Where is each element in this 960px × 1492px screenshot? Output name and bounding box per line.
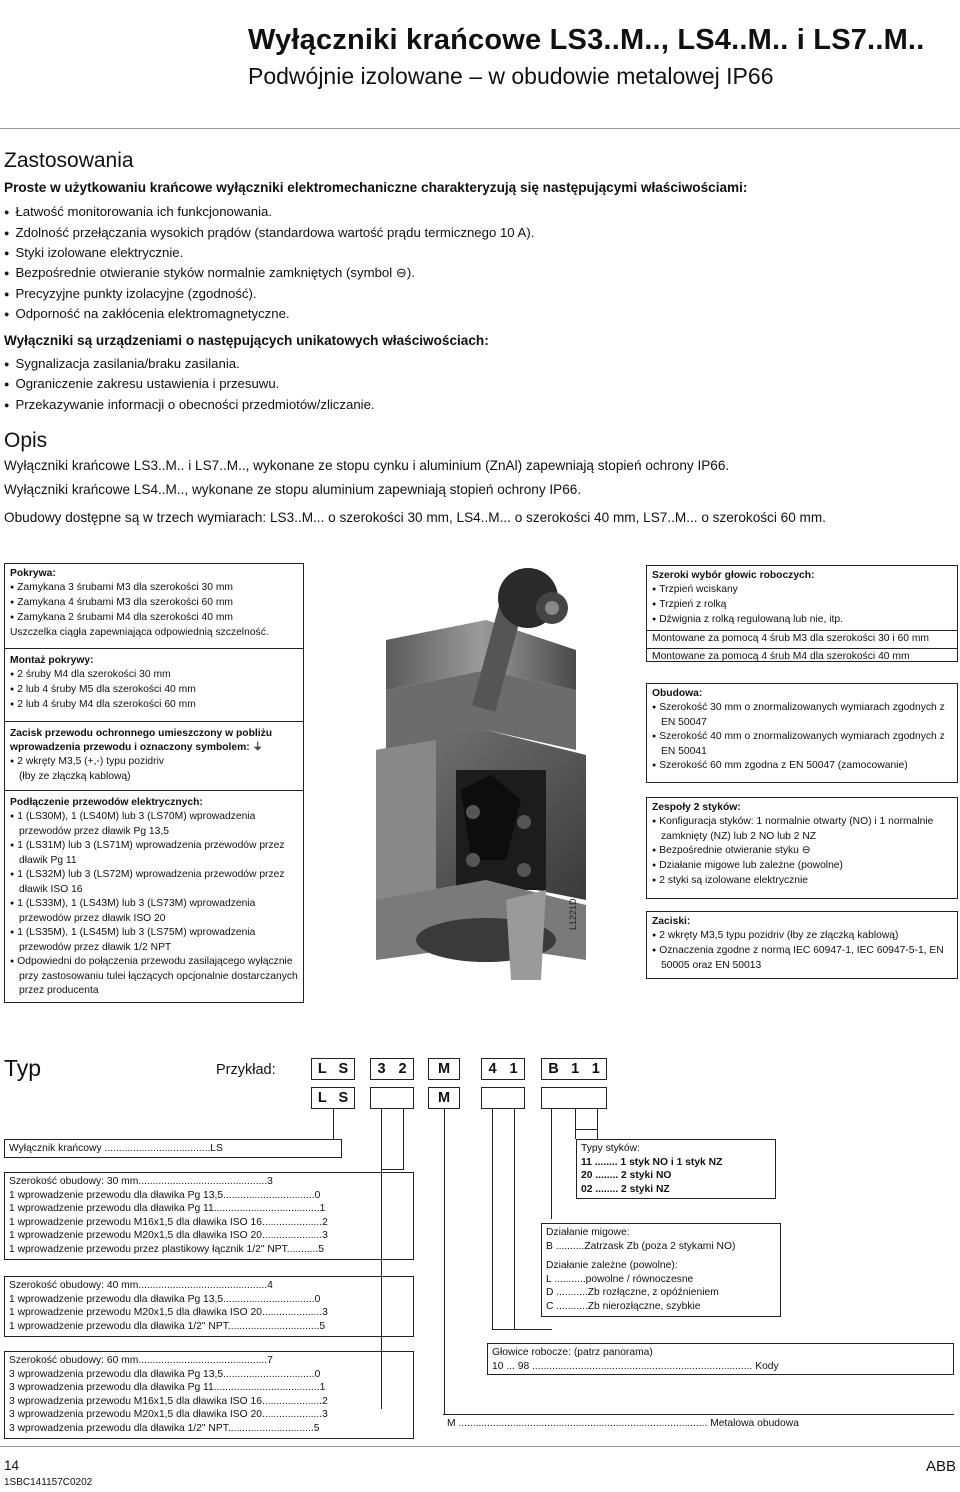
typ-line: Działanie migowe: — [546, 1227, 630, 1238]
box-note: Montowane za pomocą 4 śrub M4 dla szerokości 40 mm — [652, 651, 910, 662]
typ-line: Szerokość obudowy: 60 mm.............................................7 — [9, 1355, 273, 1366]
right-box-obudowa — [646, 683, 958, 783]
typ-box-w60 — [4, 1351, 414, 1439]
box-note: Montowane za pomocą 4 śrub M3 dla szerokości 30 i 60 mm — [652, 633, 930, 644]
connector-line — [333, 1109, 334, 1139]
page-title: Wyłączniki krańcowe LS3..M.., LS4..M.. i LS7..M.. — [248, 24, 925, 56]
list-item: ● 2 lub 4 śruby M4 dla szerokości 60 mm — [10, 698, 298, 713]
list-item: ● Oznaczenia zgodne z normą IEC 60947-1, IEC 60947-5-1, EN 50005 oraz EN 50013 — [652, 944, 952, 973]
typ-line: B ..........Zatrzask Zb (poza 2 stykami NO) — [546, 1240, 736, 1252]
box-heading: Pokrywa: — [10, 568, 56, 579]
connector-line — [575, 1109, 576, 1139]
header-divider — [0, 128, 960, 129]
list-item: ● Ograniczenie zakresu ustawienia i przesuwu. — [4, 376, 279, 391]
right-box-zaciski — [646, 911, 958, 979]
list-item: ● Precyzyjne punkty izolacyjne (zgodność). — [4, 286, 257, 301]
list-item: ● Zdolność przełączania wysokich prądów (standardowa wartość prądu termicznego 10 A). — [4, 225, 534, 240]
typ-line: 1 wprowadzenie przewodu dla dławika Pg 11.....................................1 — [9, 1203, 326, 1215]
type-code-cell: L S — [311, 1087, 355, 1109]
box-heading: Obudowa: — [652, 688, 703, 699]
connector-line — [403, 1109, 404, 1170]
section-heading-zastosowania: Zastosowania — [4, 149, 134, 172]
opis-line: Wyłączniki krańcowe LS3..M.. i LS7..M.., wykonane ze stopu cynku i aluminium (ZnAl) zapewniają stopień ochrony IP66. — [4, 458, 730, 473]
typ-line: 3 wprowadzenia przewodu M20x1,5 dla dławika ISO 20.....................3 — [9, 1409, 328, 1421]
typ-line: C ...........Zb nierozłączne, szybkie — [546, 1300, 701, 1312]
connector-line — [381, 1169, 404, 1170]
type-code-cell — [541, 1087, 607, 1109]
connector-line — [381, 1109, 382, 1170]
typ-box-metalowa — [443, 1414, 954, 1435]
typ-line: Wyłącznik krańcowy .....................................LS — [9, 1143, 223, 1154]
list-item: ● Bezpośrednie otwieranie styku ⊖ — [652, 844, 952, 859]
right-box-zespoly — [646, 797, 958, 899]
brand: ABB — [925, 1458, 956, 1475]
left-spec-box — [4, 563, 304, 1003]
connector-line — [551, 1109, 552, 1219]
typ-line: Typy styków: — [581, 1143, 640, 1154]
typ-line: 1 wprowadzenie przewodu przez plastikowy łącznik 1/2" NPT...........5 — [9, 1243, 324, 1255]
typ-line: 3 wprowadzenia przewodu dla dławika 1/2" NPT..............................5 — [9, 1422, 320, 1434]
right-box-glowice — [646, 565, 958, 662]
typ-line: D ...........Zb rozłączne, z opóźnieniem — [546, 1287, 719, 1299]
typ-box-dzialanie — [541, 1223, 781, 1317]
list-item: ● 2 śruby M4 dla szerokości 30 mm — [10, 668, 298, 683]
typ-line: Działanie zależne (powolne): — [546, 1260, 678, 1272]
typ-box-wylacznik — [4, 1139, 342, 1158]
typ-line: 1 wprowadzenie przewodu dla dławika 1/2" NPT................................5 — [9, 1320, 326, 1332]
typ-box-w30 — [4, 1172, 414, 1260]
list-item: ● 2 wkręty M3,5 typu pozidriv (łby ze złączką kablową) — [652, 929, 952, 944]
typ-line: 02 ........ 2 styki NZ — [581, 1183, 670, 1195]
typ-line: 10 ... 98 ............................................................................. Kody — [492, 1360, 779, 1372]
connector-line — [575, 1129, 598, 1130]
typ-line: 3 wprowadzenia przewodu dla dławika Pg 13,5................................0 — [9, 1368, 321, 1380]
list-item: ● 2 wkręty M3,5 (+,-) typu pozidriv — [10, 755, 298, 770]
list-item: ● Szerokość 60 mm zgodna z EN 50047 (zamocowanie) — [652, 759, 952, 774]
typ-line: 1 wprowadzenie przewodu M16x1,5 dla dławika ISO 16.....................2 — [9, 1216, 328, 1228]
list-item: ● Odporność na zakłócenia elektromagnetyczne. — [4, 306, 290, 321]
list-item: ● 1 (LS31M) lub 3 (LS71M) wprowadzenia przewodów przez dławik Pg 11 — [10, 839, 298, 868]
type-code-cell: M — [428, 1058, 460, 1080]
box-heading: Montaż pokrywy: — [10, 655, 94, 666]
typ-line: 3 wprowadzenia przewodu dla dławika Pg 11.....................................1 — [9, 1382, 326, 1394]
example-label: Przykład: — [216, 1062, 276, 1078]
list-item: ● Trzpień z rolką — [652, 598, 952, 613]
typ-line: 1 wprowadzenie przewodu dla dławika Pg 13,5................................0 — [9, 1189, 321, 1201]
typ-line: 11 ........ 1 styk NO i 1 styk NZ — [581, 1156, 723, 1168]
list-item: ● Odpowiedni do połączenia przewodu zasilającego wyłącznie przy zastosowaniu tulei łączących opcjonalnie dostarczanych przez producenta — [10, 955, 298, 998]
type-code-cell: 4 1 — [481, 1058, 525, 1080]
typ-line: Szerokość obudowy: 30 mm.............................................3 — [9, 1176, 273, 1187]
list-item: ● 1 (LS35M), 1 (LS45M) lub 3 (LS75M) wprowadzenia przewodów przez dławik 1/2 NPT — [10, 926, 298, 955]
typ-line: Szerokość obudowy: 40 mm.............................................4 — [9, 1280, 273, 1291]
list-item: ● Łatwość monitorowania ich funkcjonowania. — [4, 204, 272, 219]
typ-line: 1 wprowadzenie przewodu M20x1,5 dla dławika ISO 20.....................3 — [9, 1307, 328, 1319]
list-item: ● 1 (LS33M), 1 (LS43M) lub 3 (LS73M) wprowadzenia przewodów przez dławik ISO 20 — [10, 897, 298, 926]
list-item: ● Szerokość 30 mm o znormalizowanych wymiarach zgodnych z EN 50047 — [652, 701, 952, 730]
typ-line: 20 ........ 2 styki NO — [581, 1170, 672, 1182]
box-heading: Szeroki wybór głowic roboczych: — [652, 570, 815, 581]
typ-box-glowice — [487, 1343, 954, 1375]
list-item: ● Przekazywanie informacji o obecności przedmiotów/zliczanie. — [4, 397, 375, 412]
list-item: ● Styki izolowane elektrycznie. — [4, 245, 183, 260]
type-code-cell: M — [428, 1087, 460, 1109]
list-item: ● 2 styki są izolowane elektrycznie — [652, 874, 952, 889]
typ-line: Głowice robocze: (patrz panorama) — [492, 1347, 653, 1358]
page-subtitle: Podwójnie izolowane – w obudowie metalowej IP66 — [248, 63, 774, 89]
typ-box-typy-stykow — [576, 1139, 776, 1199]
zastosowania-intro2: Wyłączniki są urządzeniami o następujących unikatowych właściwościach: — [4, 333, 489, 348]
list-item: ● Zamykana 3 śrubami M3 dla szerokości 30 mm — [10, 581, 298, 596]
typ-box-w40 — [4, 1276, 414, 1337]
connector-line — [492, 1109, 493, 1329]
section-heading-opis: Opis — [4, 429, 48, 452]
list-item: ● 2 lub 4 śruby M5 dla szerokości 40 mm — [10, 683, 298, 698]
list-item: ● Szerokość 40 mm o znormalizowanych wymiarach zgodnych z EN 50041 — [652, 730, 952, 759]
typ-line: 3 wprowadzenia przewodu M16x1,5 dla dławika ISO 16.....................2 — [9, 1395, 328, 1407]
image-code: L1221D — [568, 898, 578, 930]
typ-line: 1 wprowadzenie przewodu dla dławika Pg 13,5................................0 — [9, 1293, 321, 1305]
typ-line: 1 wprowadzenie przewodu M20x1,5 dla dławika ISO 20.....................3 — [9, 1230, 328, 1242]
connector-line — [597, 1109, 598, 1139]
opis-line: Obudowy dostępne są w trzech wymiarach: LS3..M... o szerokości 30 mm, LS4..M... o szerokości 40 mm, LS7..M... o szerokości 60 mm. — [4, 510, 826, 525]
list-item: ● 1 (LS32M) lub 3 (LS72M) wprowadzenia przewodów przez dławik ISO 16 — [10, 868, 298, 897]
limit-switch-image — [306, 560, 646, 1010]
box-note: Uszczelka ciągła zapewniająca odpowiednią szczelność. — [10, 627, 269, 638]
box-heading: Podłączenie przewodów elektrycznych: — [10, 797, 203, 808]
typ-line: L ...........powolne / równoczesne — [546, 1273, 694, 1285]
list-item: ● 1 (LS30M), 1 (LS40M) lub 3 (LS70M) wprowadzenia przewodów przez dławik Pg 13,5 — [10, 810, 298, 839]
type-code-cell: 3 2 — [370, 1058, 414, 1080]
list-item: ● Zamykana 4 śrubami M3 dla szerokości 60 mm — [10, 596, 298, 611]
type-code-cell: B 1 1 — [541, 1058, 607, 1080]
list-item: ● Konfiguracja styków: 1 normalnie otwarty (NO) i 1 normalnie zamknięty (NZ) lub 2 NO lub 2 NZ — [652, 815, 952, 844]
zastosowania-intro: Proste w użytkowaniu krańcowe wyłączniki elektromechaniczne charakteryzują się następującymi właściwościami: — [4, 180, 748, 195]
list-item: ● Działanie migowe lub zależne (powolne) — [652, 859, 952, 874]
box-heading: Zespoły 2 styków: — [652, 802, 741, 813]
type-code-cell — [370, 1087, 414, 1109]
box-note: (łby ze złączką kablową) — [19, 771, 131, 782]
type-code-cell — [481, 1087, 525, 1109]
connector-line — [444, 1109, 445, 1414]
doc-code: 1SBC141157C0202 — [4, 1477, 93, 1488]
box-heading: Zaciski: — [652, 916, 691, 927]
footer-divider — [0, 1446, 960, 1447]
typ-line: M ....................................................................................... Metalowa obudowa — [447, 1418, 799, 1429]
list-item: ● Dźwignia z rolką regulowaną lub nie, itp. — [652, 613, 952, 628]
connector-line — [492, 1329, 552, 1330]
list-item: ● Bezpośrednie otwieranie styków normalnie zamkniętych (symbol ⊖). — [4, 265, 415, 281]
connector-line — [514, 1109, 515, 1329]
opis-line: Wyłączniki krańcowe LS4..M.., wykonane ze stopu aluminium zapewniają stopień ochrony IP66. — [4, 482, 582, 497]
box-heading: Zacisk przewodu ochronnego umieszczony w pobliżu wprowadzenia przewodu i oznaczony symbolem: ⏚ — [10, 728, 273, 753]
list-item: ● Trzpień wciskany — [652, 583, 952, 598]
list-item: ● Sygnalizacja zasilania/braku zasilania. — [4, 356, 240, 371]
page-number: 14 — [4, 1458, 20, 1473]
type-code-cell: L S — [311, 1058, 355, 1080]
section-heading-typ: Typ — [4, 1055, 42, 1081]
list-item: ● Zamykana 2 śrubami M4 dla szerokości 40 mm — [10, 611, 298, 626]
